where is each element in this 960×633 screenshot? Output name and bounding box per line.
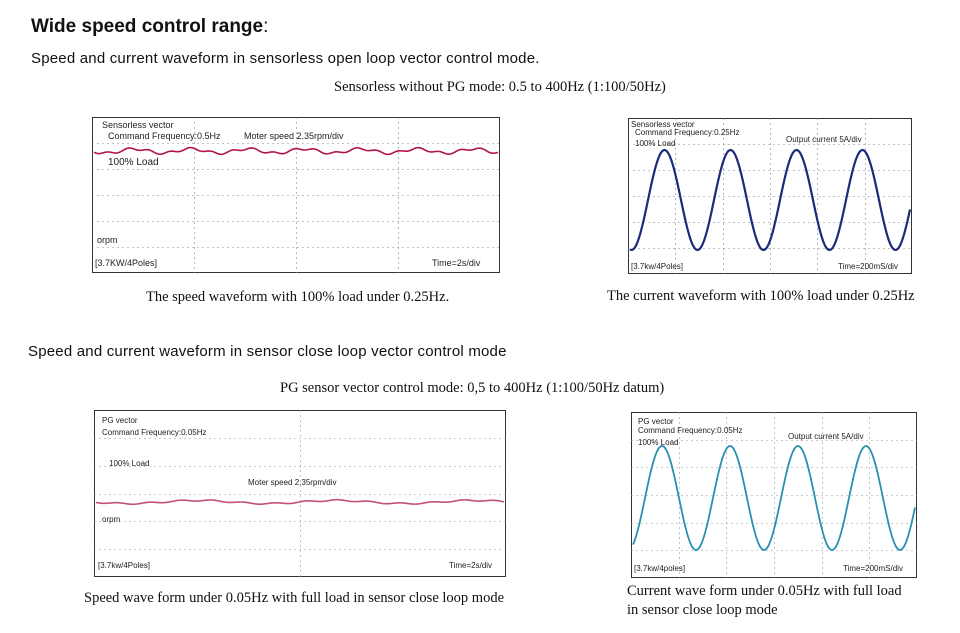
caption-speed-pg: Speed wave form under 0.05Hz with full load in sensor close loop mode [84,590,505,606]
caption-speed-sensorless: The speed waveform with 100% load under 0.25Hz. [146,289,450,305]
scope-current-pg [631,412,917,578]
scope-speed-sensorless [92,117,500,273]
scope-speed-sensorless-svg [92,117,500,273]
scope-mode-label: PG vector [102,416,138,425]
scope-load-label: 100% Load [638,438,679,447]
page-heading-bold: Wide speed control range [31,16,264,37]
scope-load-label: 100% Load [635,139,676,148]
scope-zero-label: orpm [97,235,118,245]
scope-motor-label: [3.7kw/4Poles] [98,561,151,570]
scope-speed-scale-label: Moter speed 2.35rpm/div [244,131,344,141]
scope-mode-label: Sensorless vector [631,120,695,129]
section1-title: Speed and current waveform in sensorless open loop vector control mode. [31,50,540,67]
scope-current-scale-label: Output current 5A/div [788,432,864,441]
scope-frequency-label: Command Frequency:0.25Hz [635,128,740,137]
scope-speed-scale-label: Moter speed 2.35rpm/div [248,478,337,487]
section2-title: Speed and current waveform in sensor close loop vector control mode [28,343,507,360]
scope-load-label: 100% Load [109,459,150,468]
page-heading [31,16,268,38]
scope-current-scale-label: Output current 5A/div [786,135,862,144]
page-heading-colon: : [263,16,269,37]
scope-current-pg-svg [631,412,917,578]
scope-motor-label: [3.7KW/4Poles] [95,258,158,268]
scope-current-sensorless-svg [628,118,912,274]
scope-zero-label: orpm [102,515,121,524]
scope-motor-label: [3.7kw/4poles] [634,564,686,573]
scope-motor-label: [3.7kw/4Poles] [631,262,684,271]
scope-time-label: Time=200mS/div [838,262,898,271]
scope-speed-pg-svg [94,410,506,577]
scope-frequency-label: Command Frequency:0.5Hz [108,131,221,141]
caption-current-sensorless: The current waveform with 100% load under 0.25Hz [607,288,915,304]
caption-current-pg-line2: in sensor close loop mode [627,602,778,618]
scope-speed-pg [94,410,506,577]
scope-time-label: Time=200mS/div [843,564,903,573]
scope-frequency-label: Command Frequency:0.05Hz [102,428,207,437]
scope-current-sensorless [628,118,912,274]
section1-subtitle: Sensorless without PG mode: 0.5 to 400Hz (1:100/50Hz) [334,79,666,95]
section2-subtitle: PG sensor vector control mode: 0,5 to 400Hz (1:100/50Hz datum) [280,380,665,396]
caption-current-pg-line1: Current wave form under 0.05Hz with full load [627,583,902,599]
scope-time-label: Time=2s/div [449,561,493,570]
scope-mode-label: PG vector [638,417,674,426]
scope-time-label: Time=2s/div [432,258,481,268]
scope-mode-label: Sensorless vector [102,120,174,130]
scope-frequency-label: Command Frequency:0.05Hz [638,426,743,435]
scope-load-label: 100% Load [108,157,159,168]
